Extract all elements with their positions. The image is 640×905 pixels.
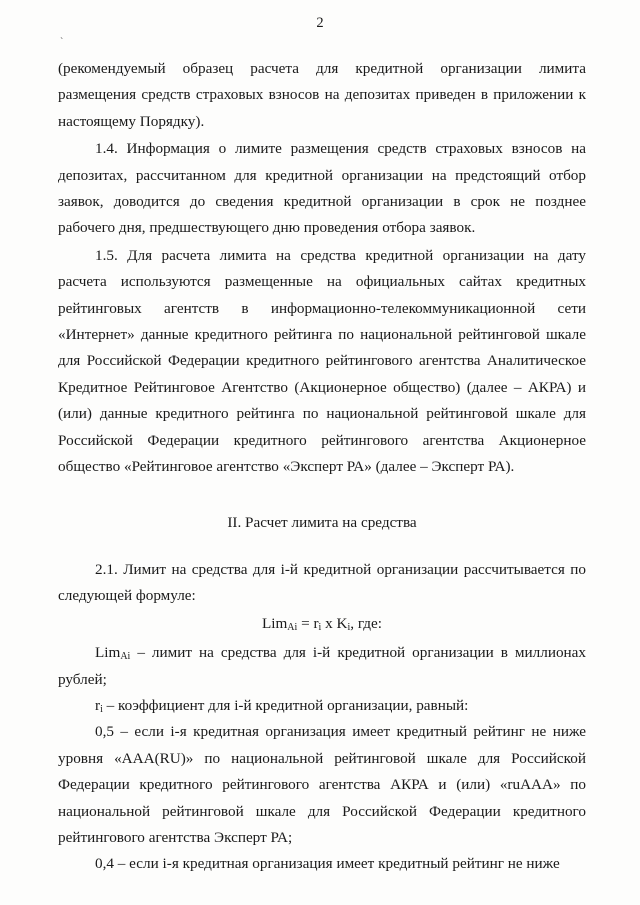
page-number: 2 xyxy=(316,15,324,31)
formula-lhs: Lim xyxy=(261,614,288,632)
formula-equals-r: = r xyxy=(297,614,319,632)
formula-lhs-subscript: Ai xyxy=(287,621,298,633)
formula-r-subscript: i xyxy=(318,621,322,633)
definition-r-subscript: i xyxy=(100,703,103,715)
coefficient-0-4: 0,4 – если i-я кредитная организация имеет кредитный рейтинг не ниже xyxy=(95,855,560,873)
definition-lim xyxy=(58,640,586,693)
definition-lim-text: – лимит на средства для i-й кредитной организации в миллионах рублей; xyxy=(58,644,586,688)
definition-lim-subscript: Ai xyxy=(120,651,131,663)
definition-r-symbol: r xyxy=(95,696,101,714)
definition-lim-symbol: Lim xyxy=(95,644,121,662)
document-body xyxy=(58,56,586,878)
formula xyxy=(58,611,586,637)
paragraph-1-4: 1.4. Информация о лимите размещения средств страховых взносов на депозитах, рассчитанном для кредитной организации на предстоящий отбор заявок, доводится до сведения кредитной организации в срок не позднее рабочего дня, предшествующего дню проведения отбора заявок. xyxy=(58,140,586,237)
scan-mark: ` xyxy=(60,37,64,48)
formula-times-k: x K xyxy=(321,614,348,632)
section-heading: II. Расчет лимита на средства xyxy=(227,513,417,531)
paragraph-continuation: (рекомендуемый образец расчета для кредитной организации лимита размещения средств страховых взносов на депозитах приведен в приложении к настоящему Порядку). xyxy=(58,60,586,130)
definition-r xyxy=(58,693,586,719)
paragraph-1-5: 1.5. Для расчета лимита на средства кредитной организации на дату расчета используются размещенные на официальных сайтах кредитных рейтинговых агентств в информационно-телекоммуникационной сети «Интернет» данные кредитного рейтинга по национальной рейтинговой шкале для Российской Федерации кредитного рейтингового агентства Аналитическое Кредитное Рейтинговое Агентство (Акционерное общество) (далее – АКРА) и (или) данные кредитного рейтинга по национальной рейтинговой шкале для Российской Федерации кредитного рейтингового агентства Акционерное общество «Рейтинговое агентство «Эксперт РА» (далее – Эксперт РА). xyxy=(58,246,586,476)
formula-k-subscript: i xyxy=(347,621,351,633)
formula-tail: , где: xyxy=(350,614,382,632)
coefficient-0-5: 0,5 – если i-я кредитная организация имеет кредитный рейтинг не ниже уровня «AAA(RU)» по национальной рейтинговой шкале для Российской Федерации кредитного рейтингового агентства АКРА и (или) «ruAAA» по национальной рейтинговой шкале для Российской Федерации кредитного рейтингового агентства Эксперт РА; xyxy=(58,723,586,846)
paragraph-2-1: 2.1. Лимит на средства для i-й кредитной организации рассчитывается по следующей формуле: xyxy=(58,560,586,605)
definition-r-text: – коэффициент для i-й кредитной организации, равный: xyxy=(102,696,469,714)
